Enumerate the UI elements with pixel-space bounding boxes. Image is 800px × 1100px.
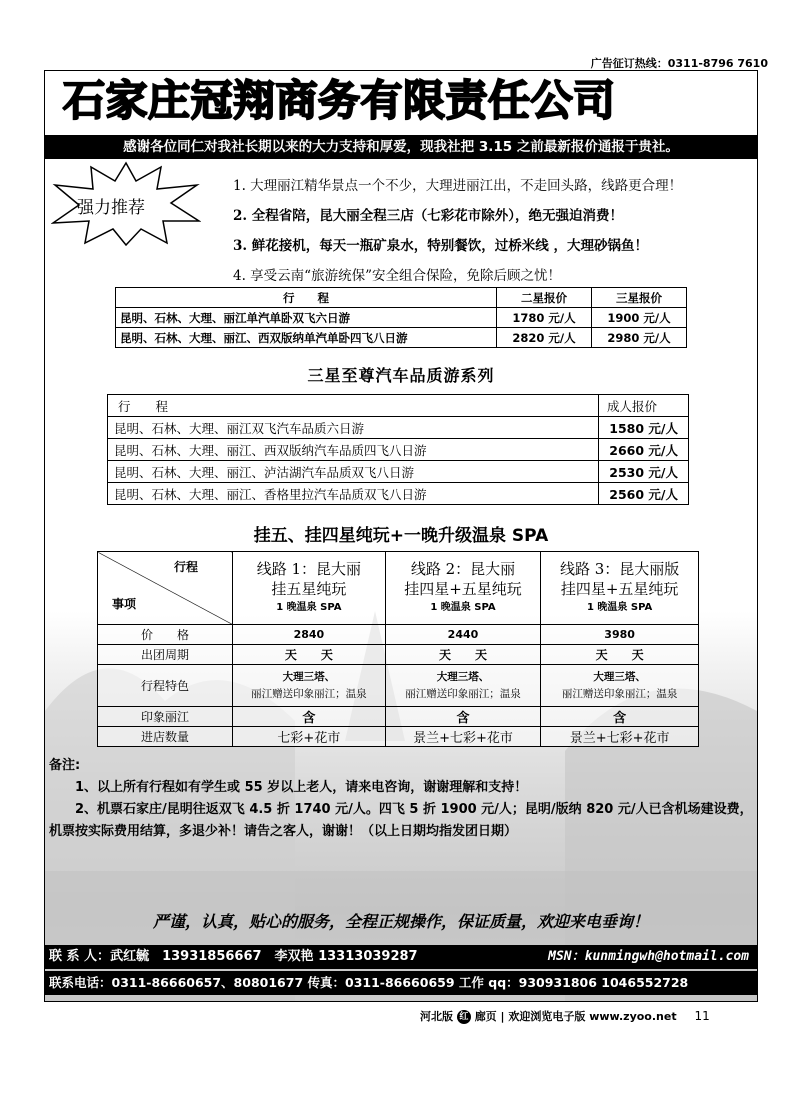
feature-line: 丽江赠送印象丽江；温泉 (405, 687, 521, 700)
route-cell: 昆明、石林、大理、丽江、泸沽湖汽车品质双飞八日游 (108, 461, 599, 483)
yinxiang-cell: 含 (541, 707, 699, 727)
contact-phones: 联系电话：0311-86660657、80801677 传真：0311-86660659 工作 qq：930931806 1046552728 (49, 975, 689, 990)
spa-series-title: 挂五、挂四星纯玩+一晚升级温泉 SPA (253, 526, 549, 546)
route-name: 线路 3：昆大丽版 (559, 560, 680, 578)
corner-bottom-label: 事项 (112, 597, 137, 611)
note-item: 1、以上所有行程如有学生或 55 岁以上老人，请来电咨询，谢谢理解和支持！ (49, 780, 528, 795)
row-label: 印象丽江 (98, 707, 233, 727)
red-badge-icon: 红 (457, 1010, 471, 1024)
company-name: 石家庄冠翔商务有限责任公司 (63, 76, 616, 125)
route-header (233, 552, 386, 625)
price-cell: 2530 元/人 (599, 461, 689, 483)
note-item: 2、机票石家庄/昆明往返双飞 4.5 折 1740 元/人。四飞 5 折 1900 元/人；昆明/版纳 820 元/人已含机场建设费，机票按实际费用结算，多退少补！请告之客人，谢谢！（以上日期均指发团日期） (49, 802, 753, 839)
highlight-item: 2. 全程省陪，昆大丽全程三店（七彩花市除外），绝无强迫消费！ (233, 208, 624, 224)
price-cell: 2980 元/人 (592, 328, 687, 348)
header-cell: 行 程 (108, 395, 599, 417)
price-table-premium (107, 394, 689, 505)
table-row (108, 417, 689, 439)
highlight-item: 4. 享受云南“旅游统保”安全组合保险，免除后顾之忧！ (233, 268, 561, 284)
stores-cell: 景兰+七彩+花市 (541, 727, 699, 747)
table-row (108, 483, 689, 505)
yinxiang-row (98, 707, 699, 727)
ad-frame (44, 70, 758, 1002)
feature-line: 大理三塔、 (593, 670, 646, 683)
header-cell: 三星报价 (592, 288, 687, 308)
yinxiang-cell: 含 (233, 707, 386, 727)
edition-label: 河北版 (420, 1010, 453, 1023)
contact-bar (45, 945, 757, 969)
intro-banner: 感谢各位同仁对我社长期以来的大力支持和厚爱，现我社把 3.15 之前最新报价通报于贵社。 (45, 135, 757, 159)
row-label: 行程特色 (98, 665, 233, 707)
page-footer (420, 1008, 760, 1024)
contact-persons: 武红毓 13931856667 李双艳 13313039287 (110, 949, 418, 964)
route-grade: 挂四星+五星纯玩 (404, 580, 522, 598)
period-row (98, 645, 699, 665)
feature-line: 丽江赠送印象丽江；温泉 (251, 687, 367, 700)
route-name: 线路 2：昆大丽 (410, 560, 516, 578)
route-cell: 昆明、石林、大理、丽江、香格里拉汽车品质双飞八日游 (108, 483, 599, 505)
highlight-item: 1. 大理丽江精华景点一个不少，大理进丽江出，不走回头路，线路更合理！ (233, 178, 683, 194)
price-cell: 2820 元/人 (497, 328, 592, 348)
header-cell: 行 程 (116, 288, 497, 308)
period-cell: 天 天 (233, 645, 386, 665)
route-cell: 昆明、石林、大理、丽江单汽单卧双飞六日游 (116, 308, 497, 328)
section-label: 廊页 (474, 1010, 497, 1023)
row-label: 出团周期 (98, 645, 233, 665)
period-cell: 天 天 (541, 645, 699, 665)
row-label: 进店数量 (98, 727, 233, 747)
table-header-row (116, 288, 687, 308)
route-header-row (98, 552, 699, 625)
features-row (98, 665, 699, 707)
welcome-link[interactable]: 欢迎浏览电子版 www.zyoo.net (508, 1010, 677, 1023)
recommend-badge: 强力推荐 (77, 198, 145, 218)
feature-line: 大理三塔、 (282, 670, 336, 683)
route-header (385, 552, 540, 625)
price-cell: 2660 元/人 (599, 439, 689, 461)
row-label: 价 格 (98, 625, 233, 645)
series-title: 三星至尊汽车品质游系列 (307, 366, 495, 385)
route-cell: 昆明、石林、大理、丽江、西双版纳汽车品质四飞八日游 (108, 439, 599, 461)
table-row (108, 439, 689, 461)
company-header (45, 71, 757, 129)
header-cell: 成人报价 (599, 395, 689, 417)
corner-top-label: 行程 (173, 560, 198, 574)
feature-line: 大理三塔、 (436, 670, 490, 683)
stores-cell: 景兰+七彩+花市 (385, 727, 540, 747)
contact-msn: MSN：kunmingwh@hotmail.com (548, 949, 749, 964)
price-cell: 3980 (541, 625, 699, 645)
contact-person-label: 联 系 人： (49, 949, 111, 964)
route-cell: 昆明、石林、大理、丽江双飞汽车品质六日游 (108, 417, 599, 439)
route-spa: 1 晚温泉 SPA (586, 602, 653, 613)
period-cell: 天 天 (385, 645, 540, 665)
price-cell: 2840 (233, 625, 386, 645)
route-header (541, 552, 699, 625)
stores-row (98, 727, 699, 747)
route-grade: 挂四星+五星纯玩 (560, 580, 679, 598)
table-row (116, 308, 687, 328)
ad-hotline: 广告征订热线：0311-8796 7610 (590, 57, 768, 70)
stores-cell: 七彩+花市 (233, 727, 386, 747)
contact-phone-bar (45, 971, 757, 995)
header-cell: 二星报价 (497, 288, 592, 308)
price-cell: 1580 元/人 (599, 417, 689, 439)
notes-title: 备注: (49, 758, 81, 773)
route-spa: 1 晚温泉 SPA (430, 602, 496, 613)
features-cell (233, 665, 386, 707)
service-slogan: 严谨，认真，贴心的服务，全程正规操作，保证质量，欢迎来电垂询！ (152, 912, 649, 931)
highlights-list (233, 175, 753, 295)
spa-route-table (97, 551, 699, 747)
route-name: 线路 1：昆大丽 (256, 560, 362, 578)
notes-section (49, 755, 753, 843)
page-number: 11 (694, 1009, 710, 1023)
price-cell: 2560 元/人 (599, 483, 689, 505)
route-grade: 挂五星纯玩 (271, 580, 347, 598)
feature-line: 丽江赠送印象丽江；温泉 (561, 687, 678, 700)
yinxiang-cell: 含 (385, 707, 540, 727)
price-cell: 2440 (385, 625, 540, 645)
table-row (116, 328, 687, 348)
features-cell (385, 665, 540, 707)
features-cell (541, 665, 699, 707)
price-cell: 1900 元/人 (592, 308, 687, 328)
price-cell: 1780 元/人 (497, 308, 592, 328)
separator: | (500, 1010, 509, 1023)
table-header-row (108, 395, 689, 417)
route-spa: 1 晚温泉 SPA (276, 602, 342, 613)
price-table-basic (115, 287, 687, 348)
table-row (108, 461, 689, 483)
route-cell: 昆明、石林、大理、丽江、西双版纳单汽单卧四飞八日游 (116, 328, 497, 348)
highlight-item: 3. 鲜花接机，每天一瓶矿泉水，特别餐饮，过桥米线 ，大理砂锅鱼！ (233, 238, 648, 254)
price-row (98, 625, 699, 645)
corner-cell (98, 552, 233, 625)
